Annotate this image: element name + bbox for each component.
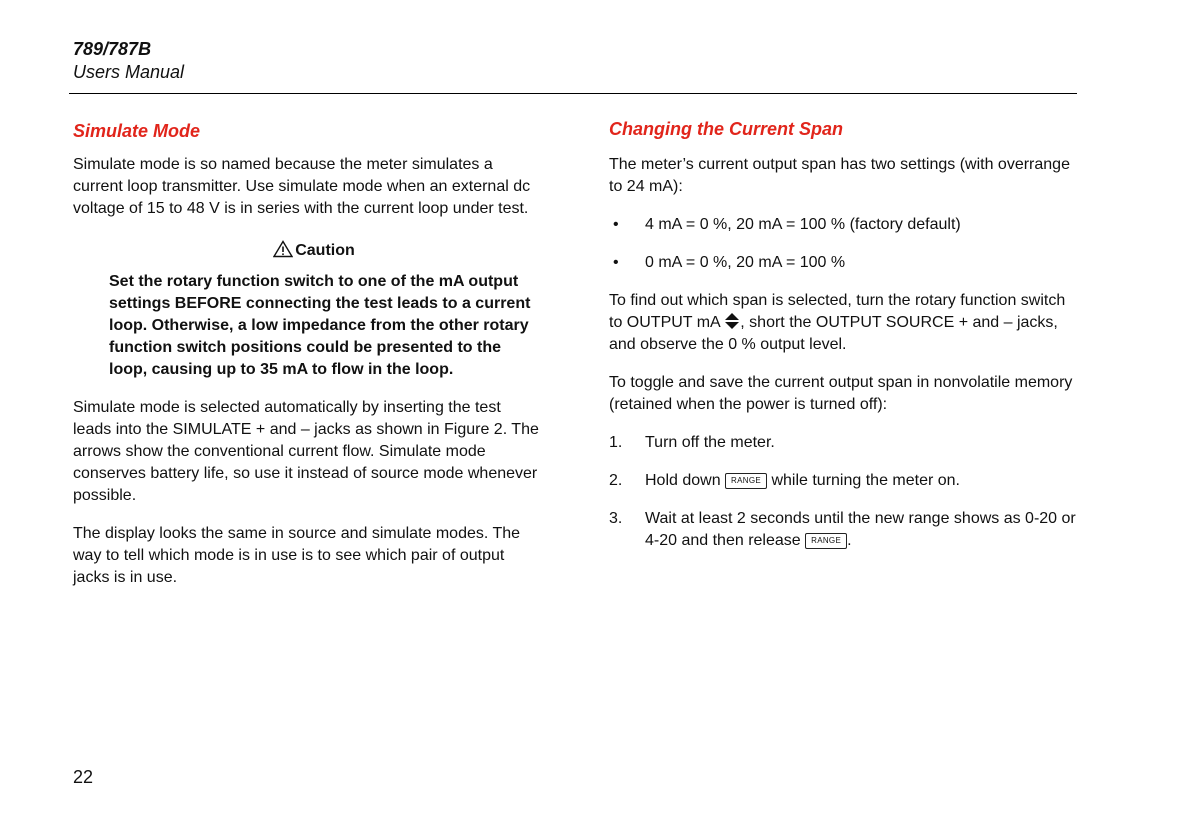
simulate-selection-paragraph: Simulate mode is selected automatically by inserting the test leads into the SIMULATE + and – jacks as shown in Figure 2. The arrows show the conventional current flow. Simulate mode conserves battery life, so use it instead of source mode whenever possible. [73, 399, 539, 504]
simulate-intro-paragraph: Simulate mode is so named because the meter simulates a current loop transmitter. Use simulate mode when an external dc voltage of 15 to 48 V is in series with the current loop under test. [73, 156, 531, 217]
caution-text-emphasis: BEFORE [174, 295, 242, 312]
bullet-marker: • [613, 216, 619, 233]
caution-text-part-2: connecting the test leads to a current loop. Otherwise, a low impedance from the other rotary function switch positions could be presented to the loop, causing up to 35 mA to flow in the loop. [109, 295, 531, 378]
step-text-after: while turning the meter on. [767, 472, 960, 489]
bullet-marker: • [613, 254, 619, 271]
range-key-icon: RANGE [805, 533, 847, 549]
list-item [609, 252, 1079, 274]
left-column [73, 118, 543, 589]
list-item [609, 470, 1079, 492]
display-paragraph: The display looks the same in source and simulate modes. The way to tell which mode is in use is to see which pair of output jacks is in use. [73, 525, 521, 586]
range-key-icon: RANGE [725, 473, 767, 489]
step-number: 1. [609, 434, 623, 451]
list-item [609, 432, 1079, 454]
right-column [609, 116, 1079, 552]
header-divider [69, 93, 1077, 94]
page-number: 22 [73, 767, 94, 787]
document-subtitle: Users Manual [73, 62, 185, 82]
warning-triangle-icon [273, 240, 293, 258]
up-down-arrows-icon [724, 312, 740, 330]
step-number: 3. [609, 510, 623, 527]
span-intro-paragraph: The meter’s current output span has two settings (with overrange to 24 mA): [609, 156, 1070, 195]
step-number: 2. [609, 472, 623, 489]
caution-title: Caution [295, 242, 355, 259]
toggle-span-paragraph: To toggle and save the current output span in nonvolatile memory (retained when the power is turned off): [609, 374, 1073, 413]
section-heading-simulate-mode: Simulate Mode [73, 121, 201, 141]
find-span-text-part-1: To find out which span is selected, turn the rotary function switch to OUTPUT mA [609, 292, 1066, 331]
step-text: Hold down [645, 472, 726, 489]
step-text-after: . [847, 532, 852, 549]
list-item [609, 508, 1079, 552]
toggle-steps-list [609, 432, 1079, 552]
step-text: Turn off the meter. [645, 434, 775, 451]
list-item-text: 4 mA = 0 %, 20 mA = 100 % (factory default) [645, 216, 961, 233]
caution-text-part-1: Set the rotary function switch to one of the mA output settings [109, 273, 519, 312]
find-span-text-part-2: , short the OUTPUT SOURCE + and – jacks, and observe the 0 % output level. [609, 314, 1058, 353]
caution-text [109, 271, 543, 381]
span-settings-list [609, 214, 1079, 274]
section-heading-current-span: Changing the Current Span [609, 119, 843, 139]
document-model: 789/787B [73, 39, 152, 59]
list-item-text: 0 mA = 0 %, 20 mA = 100 % [645, 254, 846, 271]
list-item [609, 214, 1079, 236]
step-text: Wait at least 2 seconds until the new range shows as 0-20 or 4-20 and then release [645, 510, 1076, 549]
caution-heading [73, 240, 543, 262]
page-header [73, 38, 184, 84]
find-span-paragraph [609, 290, 1079, 356]
